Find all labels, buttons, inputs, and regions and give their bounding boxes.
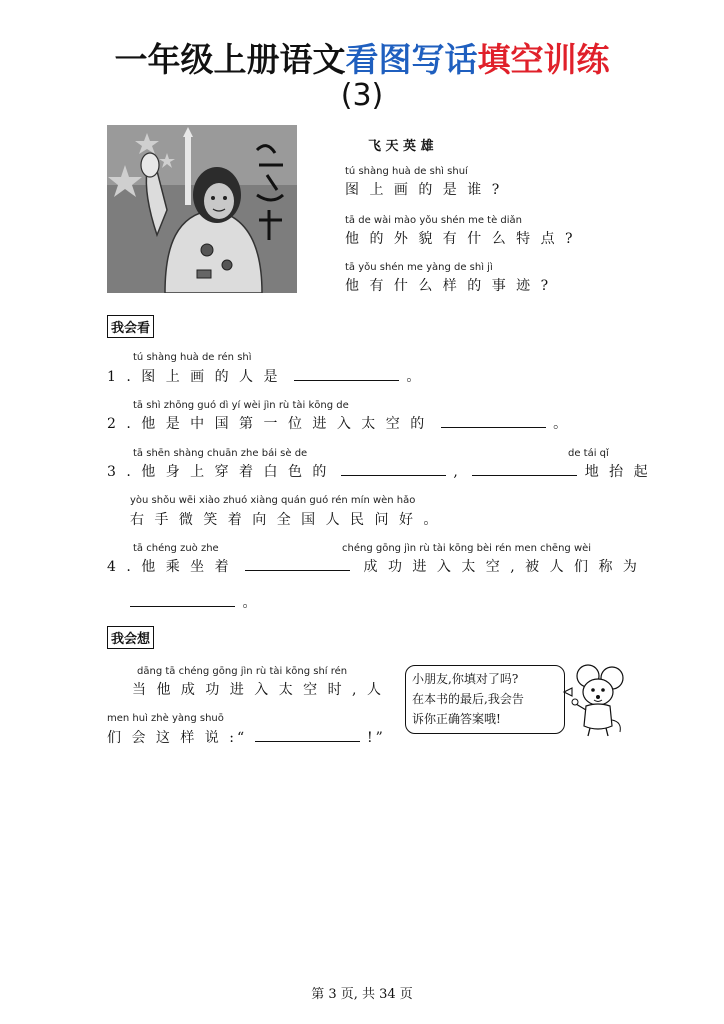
item-2-answer-blank[interactable]	[441, 413, 546, 428]
item-1-answer-blank[interactable]	[294, 366, 399, 381]
question-3-pinyin: tā yǒu shén me yàng de shì jì	[345, 262, 493, 273]
think-line-2-pinyin: men huì zhè yàng shuō	[107, 713, 224, 724]
bubble-text	[406, 666, 564, 732]
question-3-text: 他 有 什 么 样 的 事 迹 ?	[345, 278, 552, 294]
item-4-text: 4 . 他 乘 坐 着	[107, 559, 232, 575]
bubble-line-2: 在本书的最后,我会告	[412, 692, 524, 706]
title-part-1: 一年级上册语文	[114, 40, 346, 79]
story-title: 飞 天 英 雄	[368, 139, 434, 154]
astronaut-drawing	[107, 125, 297, 293]
item-3b-pinyin: yòu shǒu wēi xiào zhuó xiàng quán guó rén mín wèn hǎo	[130, 495, 416, 506]
question-1-pinyin: tú shàng huà de shì shuí	[345, 166, 468, 177]
think-line-2	[107, 727, 386, 747]
item-4-pinyin-end: chéng gōng jìn rù tài kōng bèi rén men chēng wèi	[342, 543, 592, 554]
item-4-text-end: 成 功 进 入 太 空 , 被 人 们 称 为	[363, 559, 640, 575]
item-2-line	[107, 413, 570, 433]
bubble-line-3: 诉你正确答案哦!	[412, 712, 501, 726]
think-line-2-end: !”	[367, 730, 386, 746]
item-3b-text: 右 手 微 笑 着 向 全 国 人 民 问 好 。	[130, 512, 441, 528]
item-1-line	[107, 366, 423, 386]
item-2-pinyin: tā shì zhōng guó dì yí wèi jìn rù tài kōng de	[133, 400, 349, 411]
page-subtitle: (3)	[340, 78, 384, 113]
astronaut-illustration	[107, 125, 297, 293]
speech-bubble	[405, 665, 565, 734]
think-line-1-pinyin: dāng tā chéng gōng jìn rù tài kōng shí rén	[137, 666, 348, 677]
item-4-line-2	[130, 592, 259, 612]
item-4-answer-blank-1[interactable]	[245, 556, 350, 571]
item-3-answer-blank-2[interactable]	[472, 461, 577, 476]
item-3-pinyin-end: de tái qǐ	[568, 448, 609, 459]
mouse-mascot-icon	[560, 662, 626, 738]
item-3-text: 3 . 他 身 上 穿 着 白 色 的	[107, 464, 330, 480]
item-4-answer-blank-2[interactable]	[130, 592, 235, 607]
item-2-end: 。	[553, 416, 571, 432]
item-3-text-end: 地 抬 起	[584, 464, 651, 480]
question-2-text: 他 的 外 貌 有 什 么 特 点 ?	[345, 231, 576, 247]
section-heading-think: 我会想	[107, 626, 154, 649]
item-1-text: 1 . 图 上 画 的 人 是	[107, 369, 281, 385]
title-part-2: 看图写话	[345, 40, 478, 79]
question-1-text: 图 上 画 的 是 谁 ?	[345, 182, 503, 198]
item-4-end: 。	[242, 595, 260, 611]
item-3-answer-blank-1[interactable]	[341, 461, 446, 476]
item-4-line	[107, 556, 640, 576]
think-answer-blank[interactable]	[255, 727, 360, 742]
page-title	[0, 34, 724, 81]
think-line-1-text: 当 他 成 功 进 入 太 空 时 , 人	[132, 682, 384, 698]
item-1-end: 。	[406, 369, 424, 385]
bubble-line-1: 小朋友,你填对了吗?	[412, 672, 519, 686]
title-part-3: 填空训练	[477, 40, 610, 79]
section-heading-look: 我会看	[107, 315, 154, 338]
item-3-comma: ,	[453, 464, 461, 480]
item-3-line	[107, 461, 651, 481]
page-footer: 第 3 页, 共 34 页	[311, 987, 413, 1002]
item-1-pinyin: tú shàng huà de rén shì	[133, 352, 252, 363]
item-3-pinyin: tā shēn shàng chuān zhe bái sè de	[133, 448, 308, 459]
think-line-2-text: 们 会 这 样 说 :“	[107, 730, 248, 746]
item-2-text: 2 . 他 是 中 国 第 一 位 进 入 太 空 的	[107, 416, 428, 432]
question-2-pinyin: tā de wài mào yǒu shén me tè diǎn	[345, 215, 523, 226]
item-4-pinyin: tā chéng zuò zhe	[133, 543, 219, 554]
